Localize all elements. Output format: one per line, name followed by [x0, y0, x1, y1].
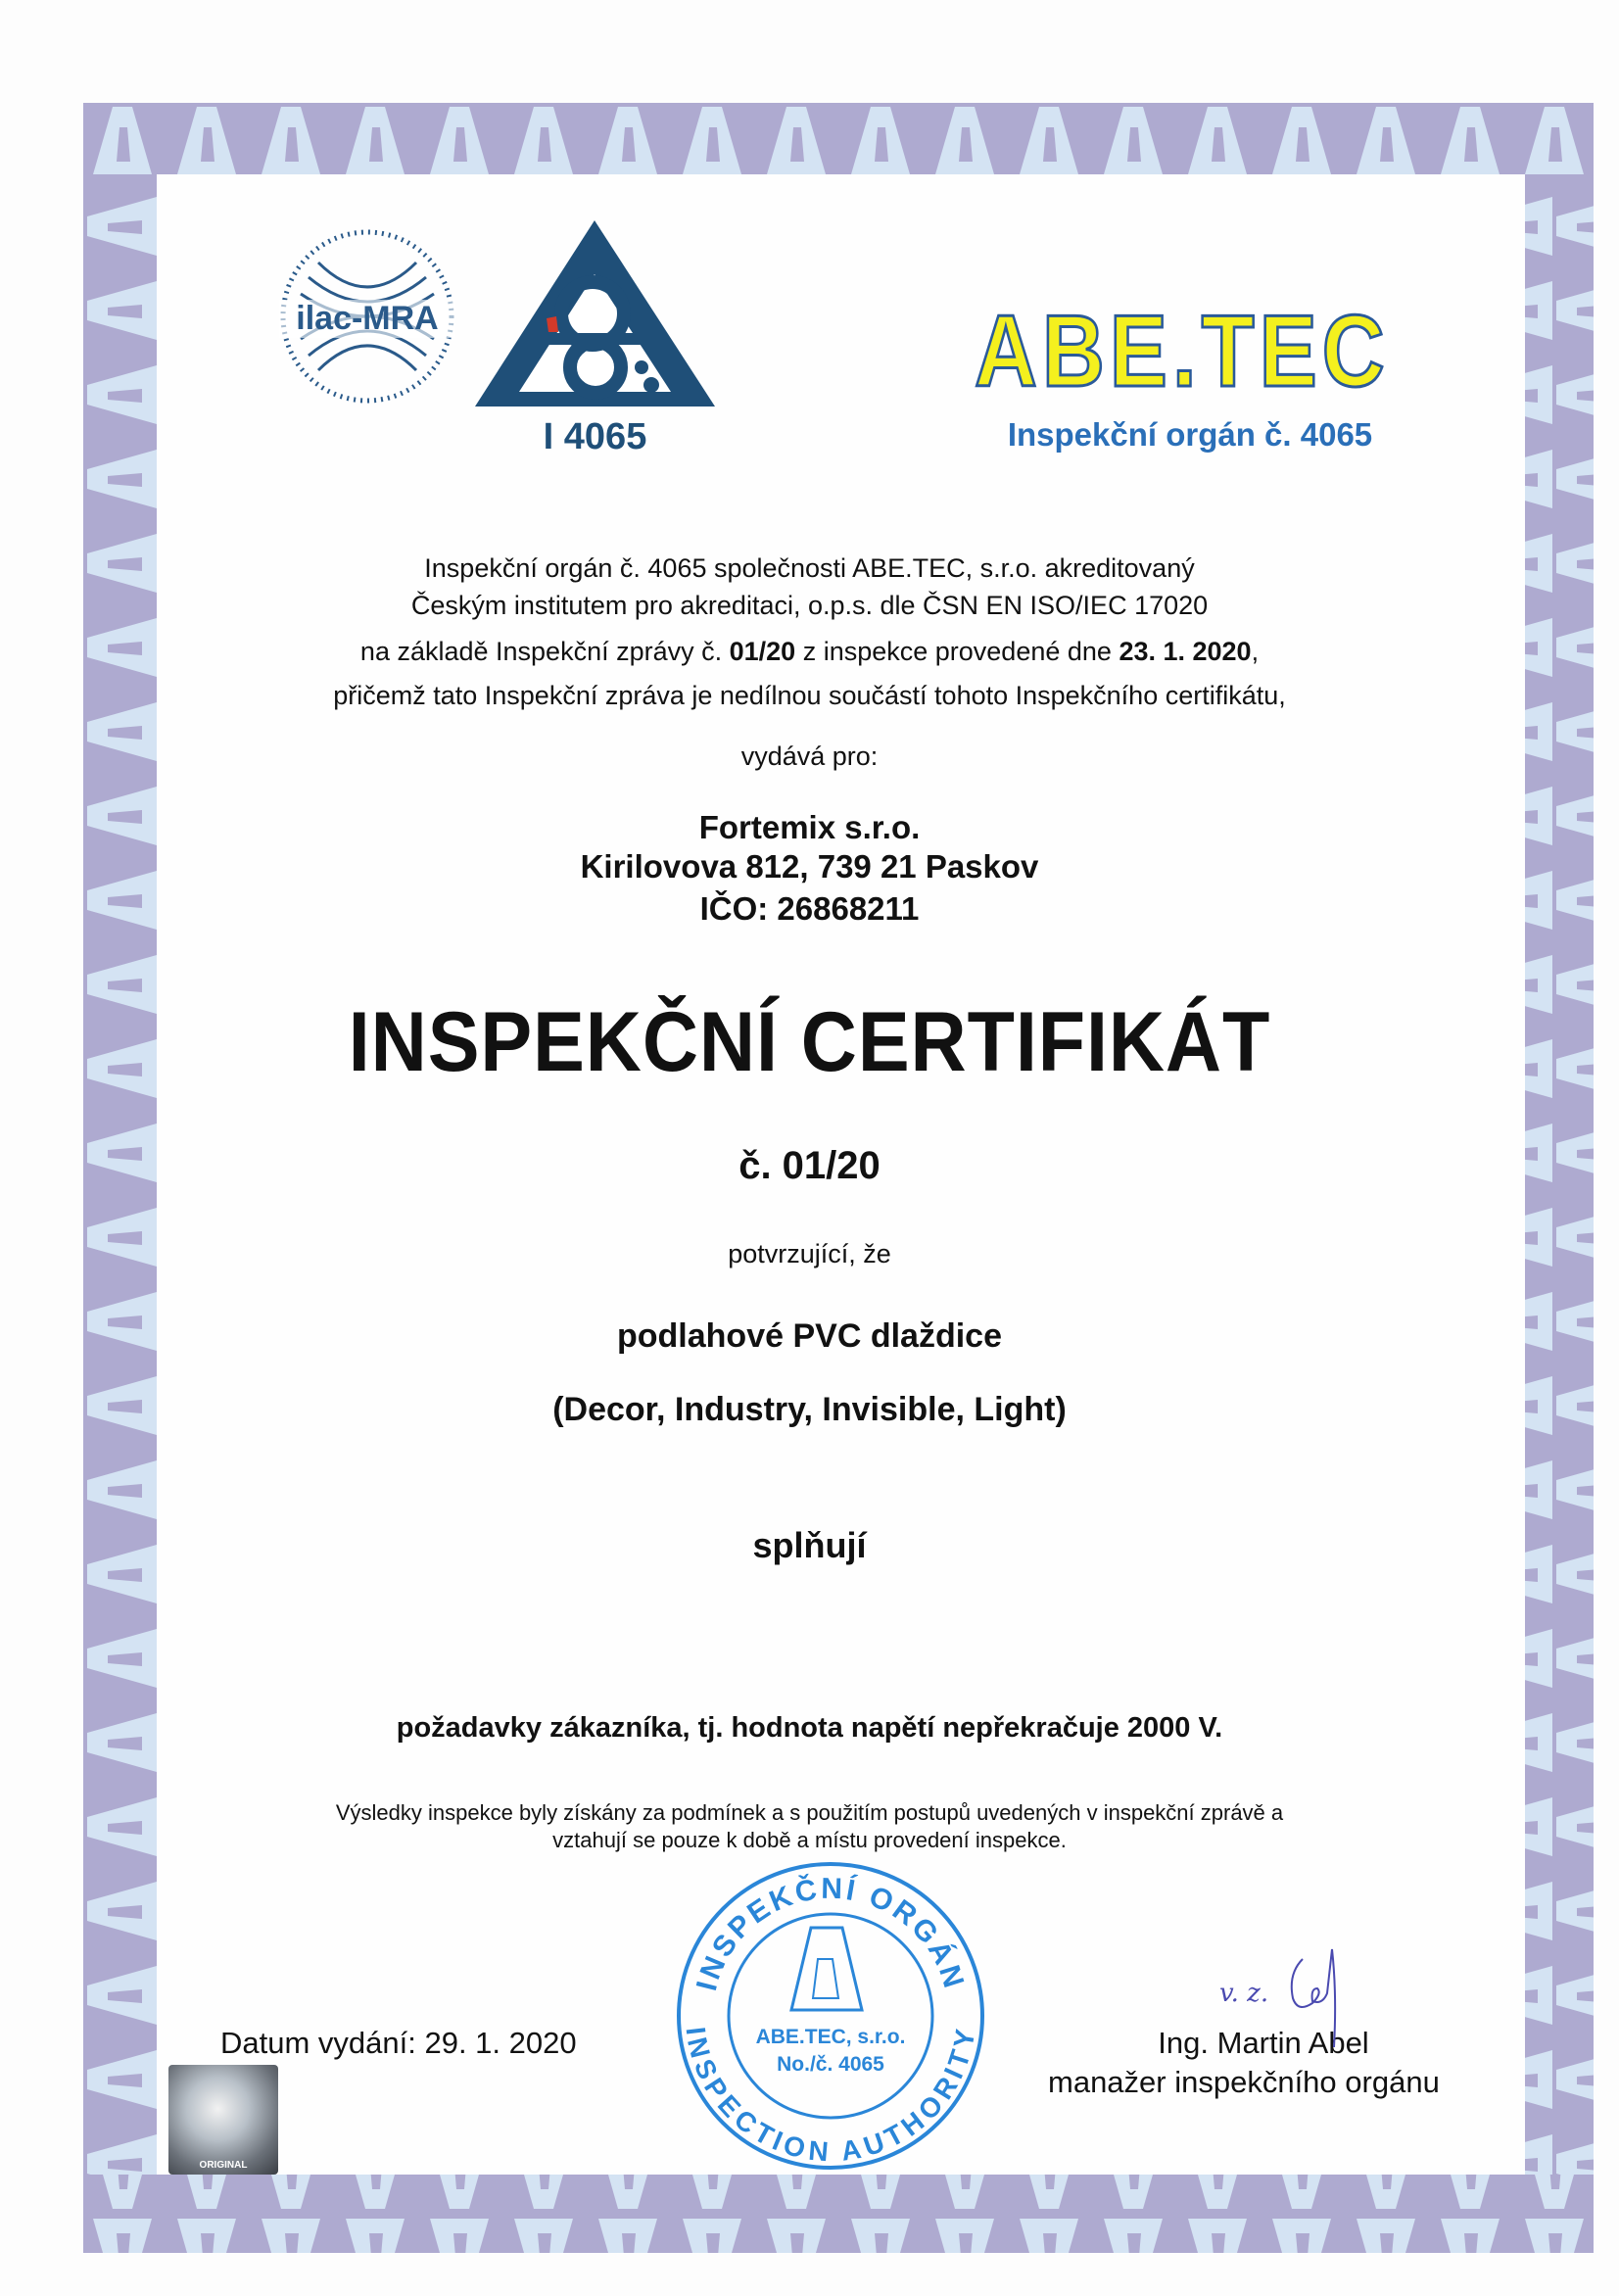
recipient-address: Kirilovova 812, 739 21 Paskov	[580, 848, 1039, 885]
inspection-stamp	[676, 1861, 985, 2171]
intro-line-2: Českým institutem pro akreditaci, o.p.s. dle ČSN EN ISO/IEC 17020	[410, 591, 1209, 620]
issued-for-label: vydává pro:	[740, 741, 879, 771]
stamp-line-2: No./č. 4065	[777, 2053, 884, 2076]
intro-line-3	[0, 637, 1619, 666]
signature	[1214, 1944, 1371, 2052]
hologram-text: ORIGINAL	[199, 2160, 248, 2171]
svg-text:INSPEKČNÍ ORGÁN	[690, 1872, 971, 1994]
recipient-ico: IČO: 26868211	[699, 890, 920, 927]
intro-text: na základě Inspekční zprávy č.	[359, 637, 730, 666]
requirement-text: požadavky zákazníka, tj. hodnota napětí nepřekračuje 2000 V.	[396, 1712, 1223, 1744]
certificate-number: č. 01/20	[738, 1144, 881, 1187]
stamp-top-text: INSPEKČNÍ ORGÁN	[690, 1872, 971, 1994]
signature-text: v. z.	[1219, 1979, 1269, 2008]
certificate-title: INSPEKČNÍ CERTIFIKÁT	[348, 995, 1271, 1089]
intro-text: z inspekce provedené dne	[795, 637, 1119, 666]
product-name: podlahové PVC dlaždice	[617, 1317, 1002, 1355]
intro-line-4: přičemž tato Inspekční zpráva je nedílnou součástí tohoto Inspekčního certifikátu,	[333, 681, 1286, 710]
ilac-mra-logo	[279, 223, 455, 409]
cai-code: I 4065	[543, 416, 647, 457]
confirming-text: potvrzující, že	[728, 1239, 891, 1268]
product-variants: (Decor, Industry, Invisible, Light)	[552, 1391, 1067, 1428]
intro-text: ,	[1251, 637, 1260, 666]
signatory-name: Ing. Martin Abel	[1158, 2026, 1369, 2060]
abetec-subtitle: Inspekční orgán č. 4065	[1007, 416, 1373, 453]
abetec-logo: ABE.TEC	[975, 295, 1390, 408]
stamp-line-1: ABE.TEC, s.r.o.	[755, 2026, 906, 2048]
complies-text: splňují	[752, 1525, 867, 1565]
ilac-text: ilac-MRA	[279, 300, 455, 338]
note-line-1: Výsledky inspekce byly získány za podmínek a s použitím postupů uvedených v inspekční zprávě a	[335, 1800, 1284, 1825]
cai-accreditation-logo	[470, 220, 720, 411]
recipient-name: Fortemix s.r.o.	[698, 809, 921, 845]
stamp-bottom-text: INSPECTION AUTHORITY	[680, 2025, 981, 2168]
signatory-role: manažer inspekčního orgánu	[1048, 2065, 1440, 2099]
hologram-sticker	[168, 2065, 278, 2175]
issue-date: Datum vydání: 29. 1. 2020	[220, 2026, 577, 2060]
report-number: 01/20	[729, 637, 796, 666]
intro-line-1: Inspekční orgán č. 4065 společnosti ABE.TEC, s.r.o. akreditovaný	[424, 553, 1195, 583]
inspection-date: 23. 1. 2020	[1119, 637, 1252, 666]
note-line-2: vztahují se pouze k době a místu provedení inspekce.	[552, 1828, 1067, 1852]
